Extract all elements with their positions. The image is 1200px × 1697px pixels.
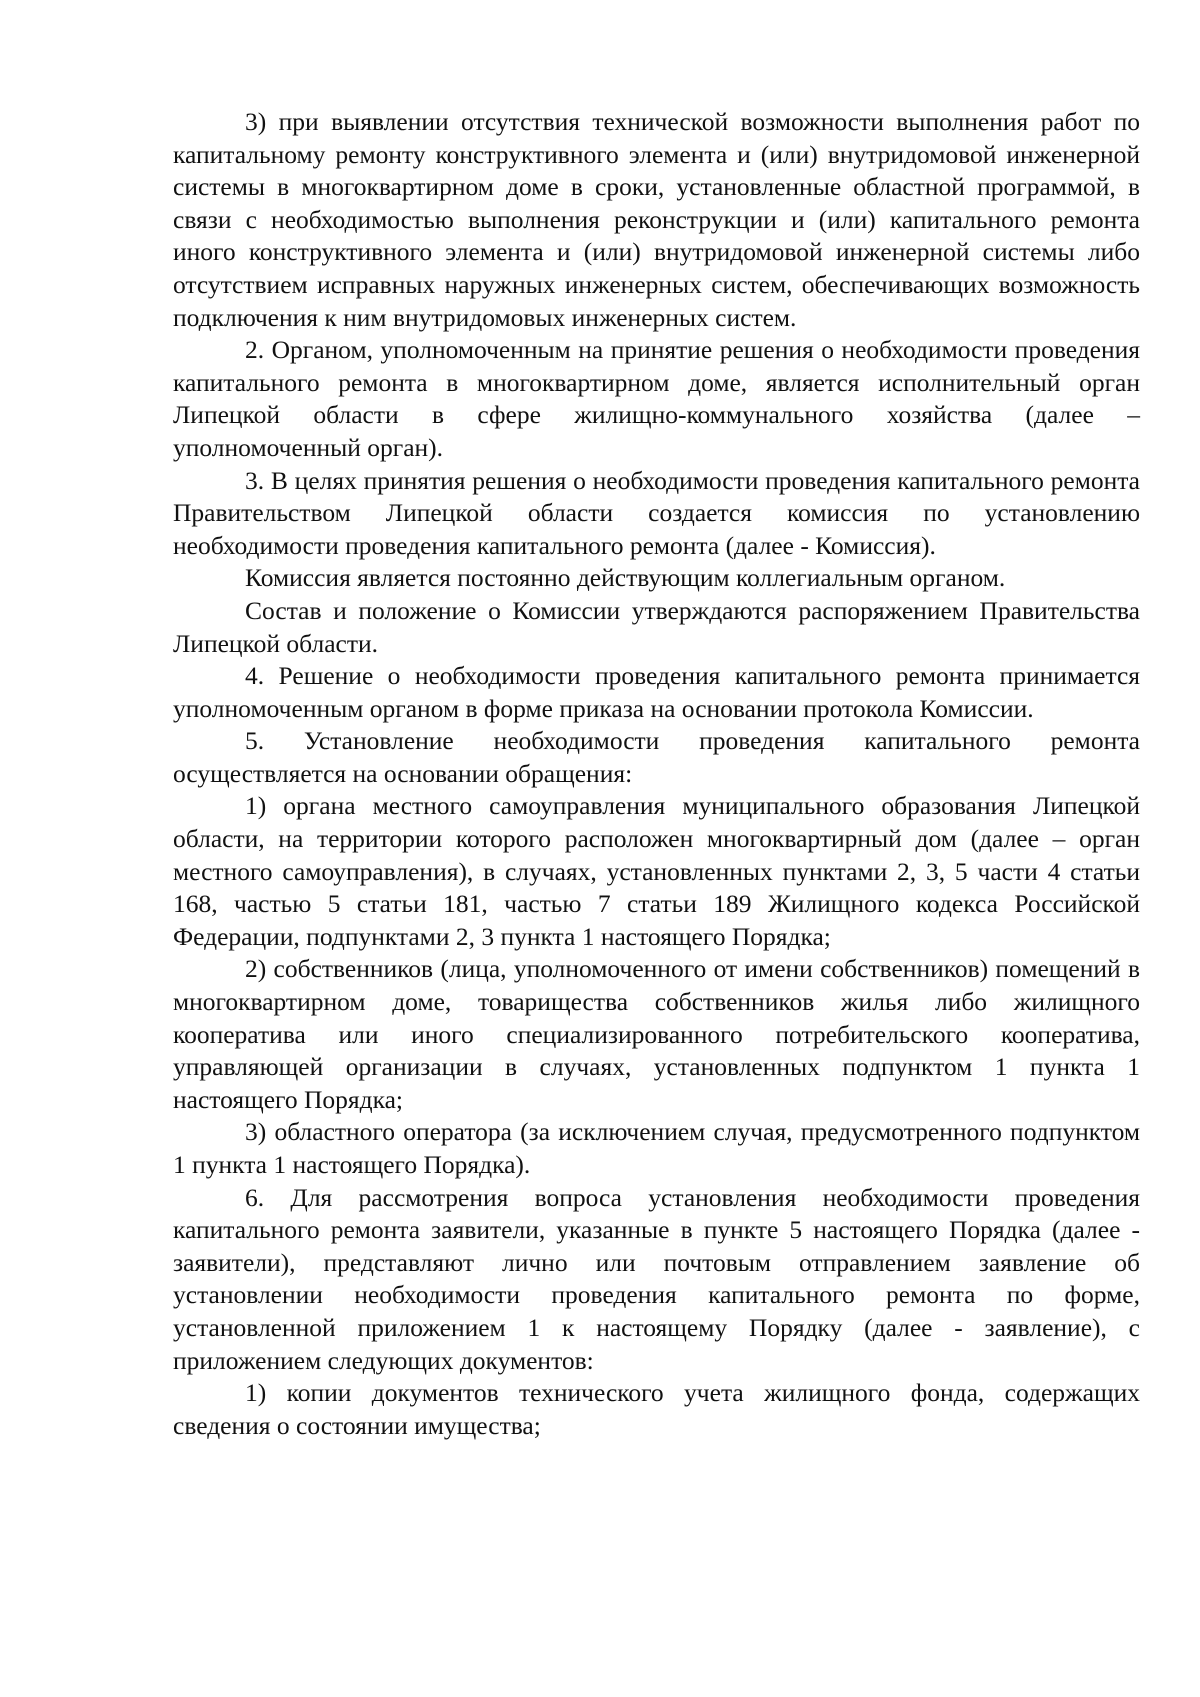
paragraph-item-2: 2. Органом, уполномоченным на принятие решения о необходимости проведения капитального ремонта в многоквартирном доме, является исполнительный орган Липецкой области в сфере жилищно-коммунального хозяйства (далее – уполномоченный орган). [173,335,1140,462]
paragraph-item-4: 4. Решение о необходимости проведения капитального ремонта принимается уполномоченным органом в форме приказа на основании протокола Комиссии. [173,661,1140,723]
paragraph-commission-status: Комиссия является постоянно действующим коллегиальным органом. [245,563,1006,593]
paragraph-item-5-sub-2: 2) собственников (лица, уполномоченного от имени собственников) помещений в многоквартирном доме, товарищества собственников жилья либо жилищного кооператива или иного специализированного потребительского кооператива, управляющей организации в случаях, установленных подпунктом 1 пункта 1 настоящего Порядка; [173,954,1140,1114]
paragraph-item-6-sub-1: 1) копии документов технического учета жилищного фонда, содержащих сведения о состоянии имущества; [173,1378,1140,1440]
paragraph-subitem-3: 3) при выявлении отсутствия технической возможности выполнения работ по капитальному ремонту конструктивного элемента и (или) внутридомовой инженерной системы в многоквартирном доме в сроки, установленные областной программой, в связи с необходимостью выполнения реконструкции и (или) капитального ремонта иного конструктивного элемента и (или) внутридомовой инженерной системы либо отсутствием исправных наружных инженерных систем, обеспечивающих возможность подключения к ним внутридомовых инженерных систем. [173,107,1140,332]
paragraph-item-3: 3. В целях принятия решения о необходимости проведения капитального ремонта Правительством Липецкой области создается комиссия по установлению необходимости проведения капитального ремонта (далее - Комиссия). [173,465,1140,560]
paragraph-item-5-sub-1: 1) органа местного самоуправления муниципального образования Липецкой области, на территории которого расположен многоквартирный дом (далее – орган местного самоуправления), в случаях, установленных пунктами 2, 3, 5 части 4 статьи 168, частью 5 статьи 181, частью 7 статьи 189 Жилищного кодекса Российской Федерации, подпунктами 2, 3 пункта 1 настоящего Порядка; [173,791,1140,951]
paragraph-commission-composition: Состав и положение о Комиссии утверждаются распоряжением Правительства Липецкой области. [173,595,1140,658]
document-page [173,106,1140,1442]
paragraph-item-6: 6. Для рассмотрения вопроса установления необходимости проведения капитального ремонта заявители, указанные в пункте 5 настоящего Порядка (далее - заявители), представляют лично или почтовым отправлением заявление об установлении необходимости проведения капитального ремонта по форме, установленной приложением 1 к настоящему Порядку (далее - заявление), с приложением следующих документов: [173,1182,1140,1375]
paragraph-item-5-sub-3: 3) областного оператора (за исключением случая, предусмотренного подпунктом 1 пункта 1 настоящего Порядка). [173,1117,1140,1179]
paragraph-item-5: 5. Установление необходимости проведения капитального ремонта осуществляется на основании обращения: [173,726,1140,788]
